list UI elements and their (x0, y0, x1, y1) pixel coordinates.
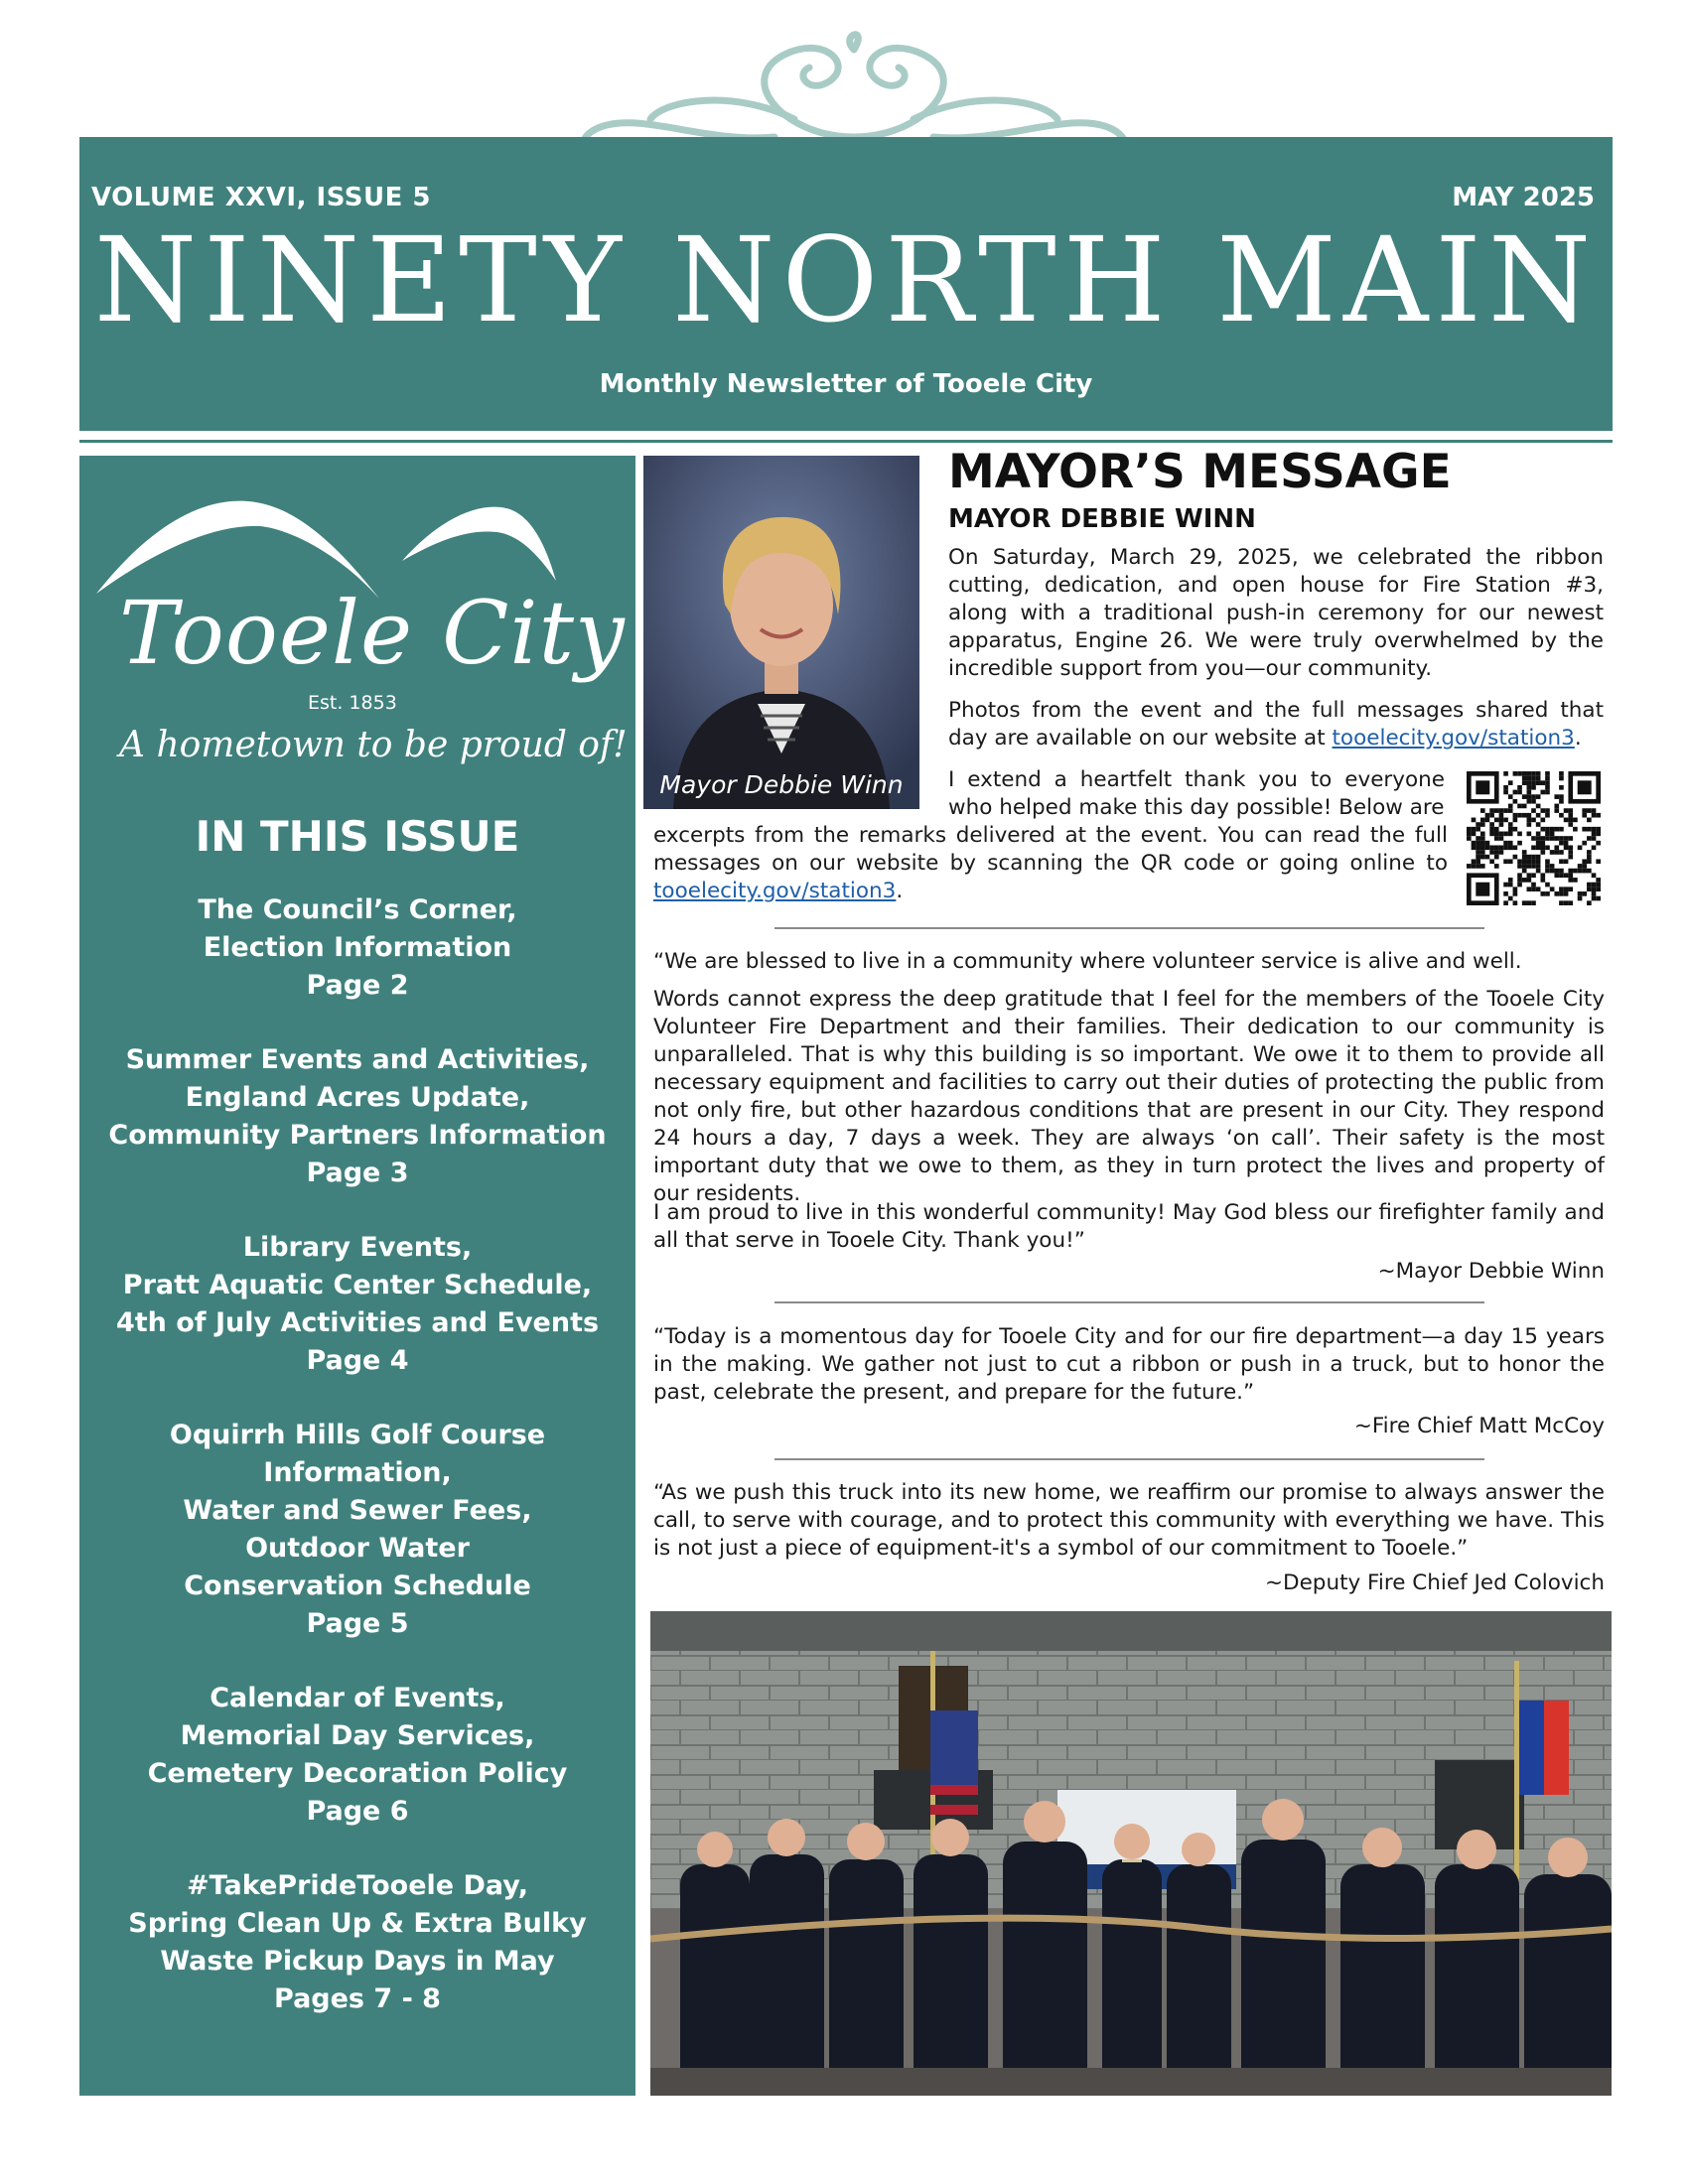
toc-line: #TakePrideTooele Day, (186, 1870, 529, 1901)
section-divider (774, 927, 1484, 929)
toc-page: Pages 7 - 8 (274, 1983, 441, 2014)
toc-line: Pratt Aquatic Center Schedule, (122, 1270, 593, 1300)
toc-page: Page 3 (306, 1158, 409, 1188)
logo-tagline: A hometown to be proud of! (119, 725, 628, 765)
ribbon-cutting-photo (650, 1611, 1612, 2096)
toc-line: Summer Events and Activities, (125, 1044, 590, 1075)
logo-established: Est. 1853 (308, 692, 397, 714)
toc-line: Cemetery Decoration Policy (147, 1758, 568, 1789)
article-title: MAYOR’S MESSAGE (948, 445, 1452, 499)
toc-line: Water and Sewer Fees, (183, 1495, 532, 1526)
section-divider (774, 1301, 1484, 1303)
paragraph-period: . (1574, 726, 1582, 751)
toc-line: England Acres Update, (185, 1082, 530, 1113)
toc-entry (79, 1680, 635, 1831)
toc-entry (79, 1417, 635, 1643)
quote-mayor: I am proud to live in this wonderful community! May God bless our firefighter family and all that serve in Tooele City. Thank you!” (653, 1200, 1605, 1253)
quote-signature: ~Fire Chief Matt McCoy (1353, 1414, 1605, 1438)
toc-line: Spring Clean Up & Extra Bulky (128, 1908, 587, 1939)
table-of-contents (79, 891, 635, 2055)
toc-line: Memorial Day Services, (180, 1720, 535, 1751)
toc-entry (79, 1041, 635, 1192)
quote-mayor: Words cannot express the deep gratitude that I feel for the members of the Tooele City Volunteer Fire Department and their families. Their dedication to our community is unparalleled. That is why this building is so important. We owe it to them to provide all necessary equipment and facilities to carry out their duties of protecting the public from not only fire, but other hazardous conditions that are present in our City. They respond 24 hours a day, 7 days a week. They are always ‘on call’. Their safety is the most important duty that we owe to them, as they in turn protect the lives and property of our residents. (653, 987, 1605, 1206)
toc-line: The Council’s Corner, (198, 894, 517, 925)
toc-line: Information, (263, 1457, 452, 1488)
quote-deputy-chief: “As we push this truck into its new home, we reaffirm our promise to always answer the call, to serve with courage, and to protect this community with everything we have. This is not just a piece of equipment-it's a symbol of our commitment to Tooele.” (653, 1480, 1605, 1561)
toc-line: Conservation Schedule (184, 1570, 531, 1601)
toc-page: Page 6 (306, 1796, 409, 1827)
toc-line: Election Information (203, 932, 512, 963)
logo-city-name: Tooele City (119, 582, 626, 684)
toc-line: Library Events, (242, 1232, 473, 1263)
qr-code-icon[interactable] (1467, 771, 1601, 905)
mayor-portrait-photo (643, 456, 919, 809)
toc-entry (79, 1867, 635, 2018)
paragraph-text: excerpts from the remarks delivered at the event. You can read the full messages on our website by scanning the QR code or going online to (653, 823, 1448, 876)
toc-entry (79, 891, 635, 1005)
photo-caption: Mayor Debbie Winn (659, 770, 904, 799)
volume-issue-label: VOLUME XXVI, ISSUE 5 (91, 183, 431, 212)
header-rule (79, 440, 1613, 443)
mountain-logo-small-icon (397, 496, 566, 591)
station3-link[interactable]: tooelecity.gov/station3 (653, 879, 897, 903)
newsletter-subtitle: Monthly Newsletter of Tooele City (599, 369, 1093, 399)
toc-heading: IN THIS ISSUE (195, 812, 520, 861)
paragraph-text: Photos from the event and the full messages shared that day are available on our website at (948, 698, 1604, 751)
toc-entry (79, 1229, 635, 1380)
article-paragraph (653, 822, 1448, 905)
toc-line: Outdoor Water (245, 1533, 470, 1564)
station3-link[interactable]: tooelecity.gov/station3 (1332, 726, 1575, 751)
issue-date: MAY 2025 (1452, 183, 1595, 212)
quote-fire-chief: “Today is a momentous day for Tooele City and for our fire department—a day 15 years in the making. We gather not just to cut a ribbon or push in a truck, but to honor the past, celebrate the present, and prepare for the future.” (653, 1324, 1605, 1405)
toc-line: Waste Pickup Days in May (160, 1946, 555, 1977)
toc-page: Page 4 (306, 1345, 409, 1376)
toc-line: Community Partners Information (108, 1120, 607, 1151)
quote-mayor: “We are blessed to live in a community where volunteer service is alive and well. (653, 949, 1522, 974)
article-paragraph: I extend a heartfelt thank you to everyone who helped make this day possible! Below are (948, 767, 1445, 820)
section-divider (774, 1458, 1484, 1460)
quote-signature: ~Deputy Fire Chief Jed Colovich (1265, 1570, 1605, 1595)
article-paragraph (948, 697, 1604, 752)
toc-line: Oquirrh Hills Golf Course (169, 1420, 546, 1450)
article-paragraph: On Saturday, March 29, 2025, we celebrated the ribbon cutting, dedication, and open house for Fire Station #3, along with a traditional push-in ceremony for our newest apparatus, Engine 26. We were truly overwhelmed by the incredible support from you—our community. (948, 545, 1604, 681)
toc-line: Calendar of Events, (210, 1683, 505, 1713)
toc-line: 4th of July Activities and Events (115, 1307, 600, 1338)
newsletter-title: NINETY NORTH MAIN (93, 211, 1599, 348)
toc-page: Page 5 (306, 1608, 409, 1639)
quote-signature: ~Mayor Debbie Winn (1377, 1259, 1605, 1284)
toc-page: Page 2 (306, 970, 409, 1001)
paragraph-period: . (896, 879, 904, 903)
article-byline: MAYOR DEBBIE WINN (948, 504, 1256, 534)
